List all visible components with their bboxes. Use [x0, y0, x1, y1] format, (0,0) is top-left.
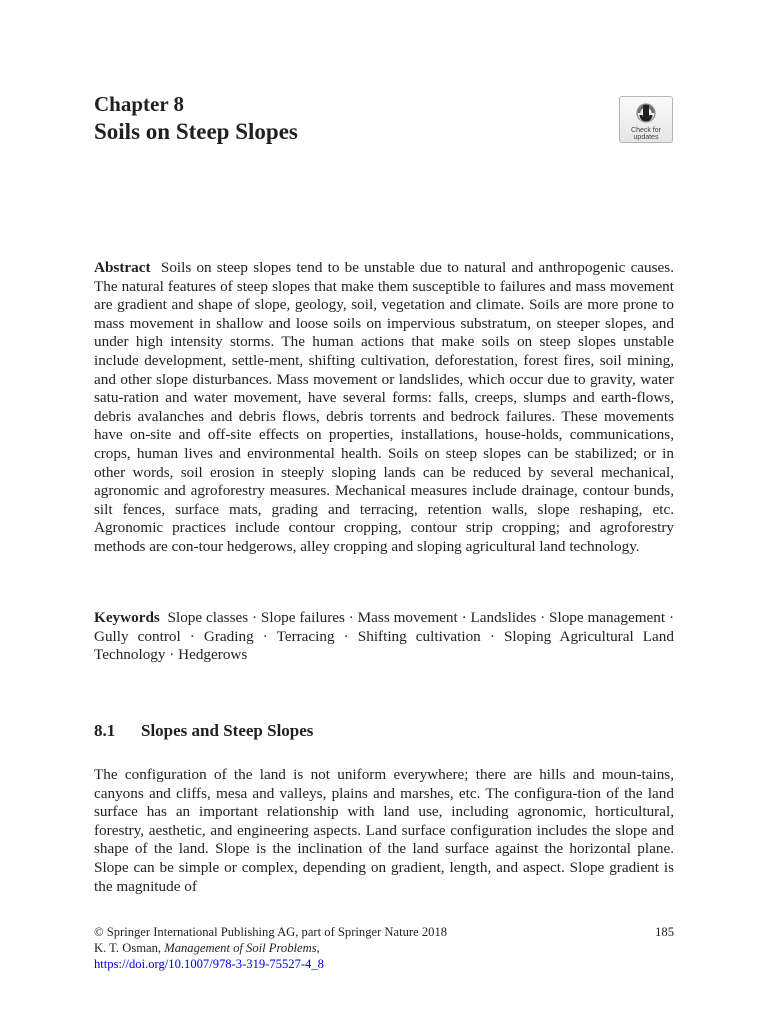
abstract-label: Abstract	[94, 259, 151, 276]
page-number: 185	[655, 925, 674, 939]
check-for-updates-label: Check for updates	[631, 127, 661, 141]
footer	[94, 924, 674, 972]
copyright-line: © Springer International Publishing AG, part of Springer Nature 2018	[94, 925, 448, 939]
abstract	[94, 259, 674, 557]
doi-link[interactable]: https://doi.org/10.1007/978-3-319-75527-4_8	[94, 957, 324, 971]
check-for-updates-badge[interactable]	[619, 96, 673, 143]
book-title: Management of Soil Problems	[164, 941, 317, 955]
author-name: K. T. Osman,	[94, 941, 165, 955]
chapter-number: Chapter 8	[94, 92, 185, 116]
section-body-text: The configuration of the land is not uniform everywhere; there are hills and moun-tains, canyons and cliffs, mesa and valleys, plains and marshes, etc. The configura-tion of the land surface has an important relationship with land use, including agronomic, horticultural, forestry, aesthetic, and engineering aspects. Land surface configuration includes the slope and shape of the land. Slope is the inclination of the land surface against the horizontal plane. Slope can be simple or complex, depending on gradient, length, and aspect. Slope gradient is the magnitude of	[94, 766, 674, 895]
section-title: Slopes and Steep Slopes	[141, 721, 314, 740]
abstract-text: Soils on steep slopes tend to be unstable due to natural and anthropogenic causes. The natural features of steep slopes that make them susceptible to failures and mass movement are gradient and shape of slope, geology, soil, vegetation and climate. Soils are more prone to mass movement in shallow and loose soils on impervious substratum, on steeper slopes, and under high intensity storms. The human actions that make soils on steep slopes unstable include development, settle-ment, shifting cultivation, deforestation, forest fires, soil mining, and other slope disturbances. Mass movement or landslides, which occur due to gravity, water satu-ration and water movement, have several forms: falls, creeps, slumps and earth-flows, debris avalanches and debris flows, debris torrents and bedrock failures. These movements have on-site and off-site effects on properties, installations, house-holds, communications, crops, human lives and environmental health. Soils on steep slopes can be stabilized; or in other words, soil erosion in steeply sloping lands can be reduced by several mechanical, agronomic and agroforestry measures. Mechanical measures include drainage, contour bunds, silt fences, surface mats, grading and terracing, retention walls, slope reshaping, etc. Agronomic practices include contour cropping, contour strip cropping; and agroforestry methods are con-tour hedgerows, alley cropping and sloping agricultural land technology.	[94, 259, 674, 555]
section-number: 8.1	[94, 721, 116, 740]
chapter-title: Soils on Steep Slopes	[94, 119, 298, 144]
keywords-label: Keywords	[94, 609, 160, 626]
keywords	[94, 609, 674, 665]
section-heading	[94, 720, 313, 742]
citation-line	[94, 940, 674, 956]
title-suffix: ,	[316, 941, 320, 955]
keywords-text: Slope classes · Slope failures · Mass movement · Landslides · Slope management · Gully control · Grading · Terracing · Shifting cultivation · Sloping Agricultural Land Technology · Hedgerows	[94, 609, 675, 664]
check-for-updates-icon	[633, 101, 659, 125]
